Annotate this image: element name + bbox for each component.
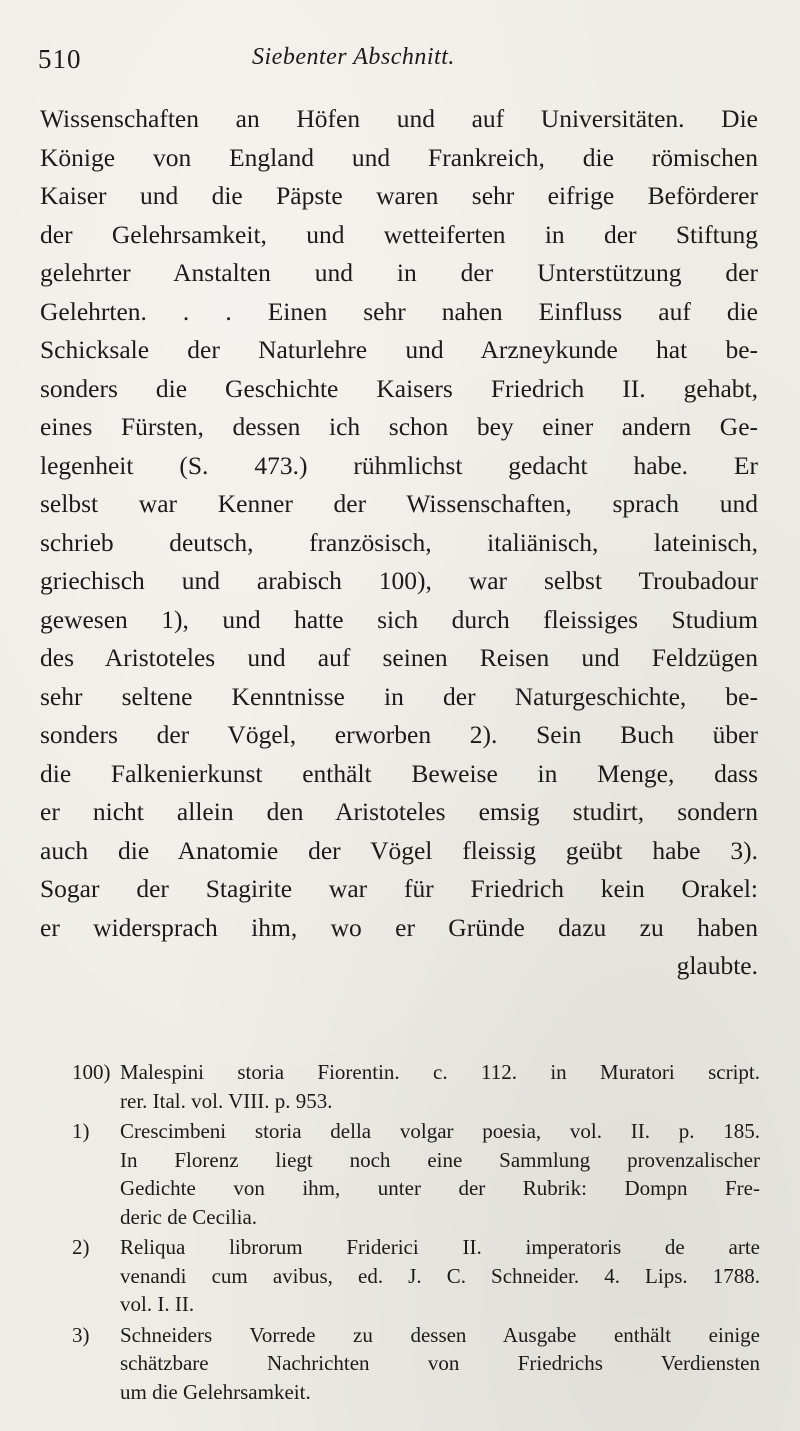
text-line: Könige von England und Frankreich, die römischen xyxy=(40,142,758,172)
footnote-line: schätzbare Nachrichten von Friedrichs Verdiensten xyxy=(120,1351,760,1375)
footnote-line: rer. Ital. vol. VIII. p. 953. xyxy=(120,1088,333,1113)
running-head: Siebenter Abschnitt. xyxy=(252,44,455,70)
text-line: Wissenschaften an Höfen und auf Universitäten. Die xyxy=(40,104,758,133)
footnote-line: Gedichte von ihm, unter der Rubrik: Dompn Fre- xyxy=(120,1176,760,1200)
text-line: Gelehrten. . . Einen sehr nahen Einfluss auf die xyxy=(40,296,758,326)
footnote-marker: 1) xyxy=(72,1119,90,1143)
text-line: eines Fürsten, dessen ich schon bey einer andern Ge- xyxy=(40,412,758,441)
text-line: er widersprach ihm, wo er Gründe dazu zu haben xyxy=(40,912,758,942)
footnote-line: vol. I. II. xyxy=(120,1292,195,1316)
footnote-line: venandi cum avibus, ed. J. C. Schneider. 4. Lips. 1788. xyxy=(120,1263,760,1288)
footnote-marker: 2) xyxy=(72,1235,90,1259)
footnote-line: Schneiders Vorrede zu dessen Ausgabe enthält einige xyxy=(120,1322,760,1347)
footnote-line: In Florenz liegt noch eine Sammlung provenzalischer xyxy=(120,1147,760,1172)
text-line: der Gelehrsamkeit, und wetteiferten in der Stiftung xyxy=(40,219,758,249)
footnote-line: um die Gelehrsamkeit. xyxy=(120,1379,311,1404)
footnote-2 xyxy=(72,1233,760,1319)
text-line: schrieb deutsch, französisch, italiänisch, lateinisch, xyxy=(40,527,758,557)
text-line: Schicksale der Naturlehre und Arzneykunde hat be- xyxy=(40,335,758,364)
page-header xyxy=(38,40,758,80)
footnote-marker: 100) xyxy=(72,1060,111,1084)
footnote-line: Reliqua librorum Friderici II. imperatoris de arte xyxy=(120,1235,760,1259)
footnotes xyxy=(72,1058,760,1406)
text-line: Kaiser und die Päpste waren sehr eifrige Beförderer xyxy=(40,181,758,210)
text-line: Sogar der Stagirite war für Friedrich kein Orakel: xyxy=(40,874,758,903)
footnote-line: Crescimbeni storia della volgar poesia, vol. II. p. 185. xyxy=(120,1119,760,1143)
footnote-line: Malespini storia Fiorentin. c. 112. in Muratori script. xyxy=(120,1060,760,1084)
text-line: legenheit (S. 473.) rühmlichst gedacht habe. Er xyxy=(40,450,758,480)
text-line: selbst war Kenner der Wissenschaften, sprach und xyxy=(40,489,758,518)
text-line: auch die Anatomie der Vögel fleissig geübt habe 3). xyxy=(40,835,758,865)
text-line: sehr seltene Kenntnisse in der Naturgeschichte, be- xyxy=(40,681,758,711)
text-line: die Falkenierkunst enthält Beweise in Menge, dass xyxy=(40,758,758,788)
text-line: des Aristoteles und auf seinen Reisen und Feldzügen xyxy=(40,643,758,672)
text-line: griechisch und arabisch 100), war selbst Troubadour xyxy=(40,566,758,595)
footnote-100 xyxy=(72,1058,760,1115)
text-line: er nicht allein den Aristoteles emsig studirt, sondern xyxy=(40,797,758,826)
footnote-1 xyxy=(72,1117,760,1231)
main-text xyxy=(40,100,758,986)
text-line: sonders die Geschichte Kaisers Friedrich II. gehabt, xyxy=(40,373,758,403)
footnote-3 xyxy=(72,1321,760,1407)
footnote-marker: 3) xyxy=(72,1322,90,1347)
text-line: sonders der Vögel, erworben 2). Sein Buch über xyxy=(40,720,758,749)
page-number: 510 xyxy=(38,44,82,74)
text-line: gewesen 1), und hatte sich durch fleissiges Studium xyxy=(40,604,758,634)
text-line: glaubte. xyxy=(676,951,758,980)
footnote-line: deric de Cecilia. xyxy=(120,1204,258,1229)
text-line: gelehrter Anstalten und in der Unterstützung der xyxy=(40,258,758,287)
